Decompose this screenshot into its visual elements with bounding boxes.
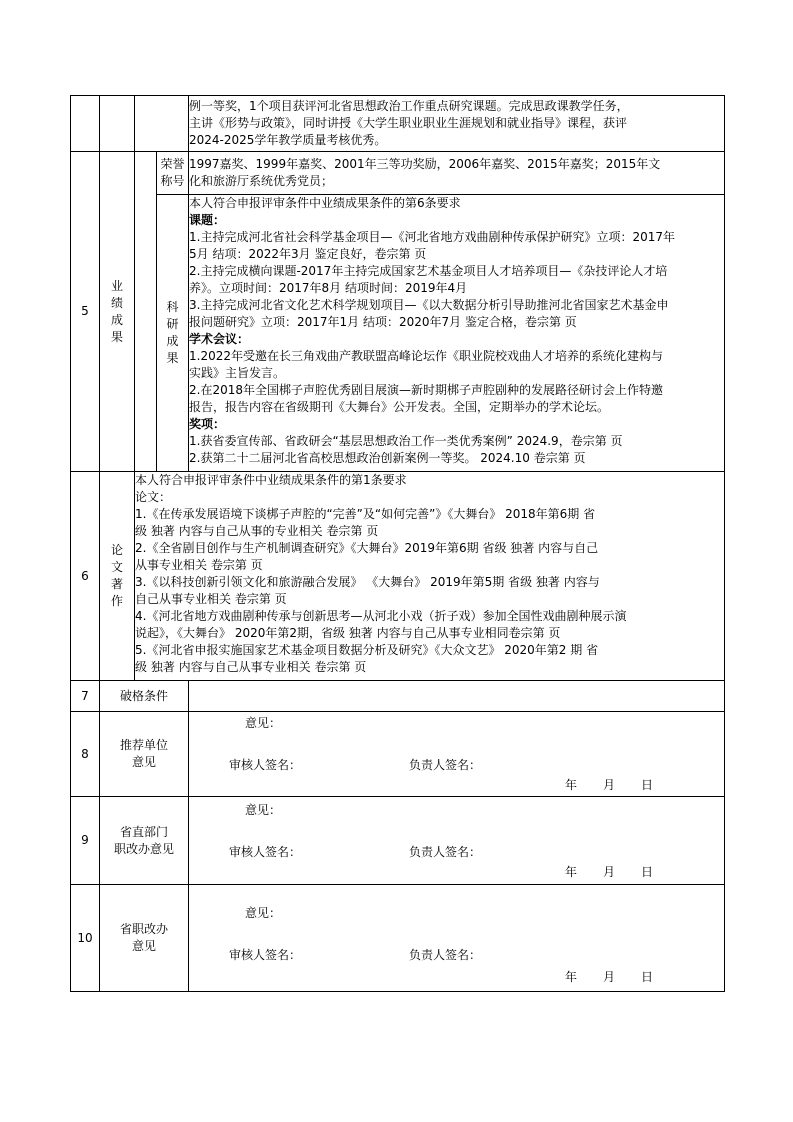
award-line: 2.获第二十二届河北省高校思想政治创新案例一等奖。 2024.10 卷宗第 页 [189, 451, 586, 465]
conference-line: 1.2022年受邀在长三角戏曲产教联盟高峰论坛作《职业院校戏曲人才培养的系统化建构与 [189, 349, 663, 363]
reviewer-signature-label: 审核人签名： [229, 758, 302, 772]
honors-line: 1997嘉奖、1999年嘉奖、2001年三等功奖励，2006年嘉奖、2015年嘉奖；2015年文 [189, 157, 661, 171]
paper-line: 1.《在传承发展语境下谈梆子声腔的“完善”及“如何完善”》《大舞台》 2018年第6期 省 [135, 507, 596, 521]
date-day: 日 [641, 865, 654, 879]
honors-label-line: 荣誉 [160, 157, 185, 171]
row-10-label [100, 885, 189, 992]
row-continuation-label [100, 96, 135, 152]
row-8-opinion-cell[interactable] [189, 712, 725, 797]
label-char: 研 [166, 317, 179, 331]
row-6-number: 6 [71, 472, 100, 681]
row-9-number: 9 [71, 797, 100, 885]
leader-signature-label: 负责人签名： [409, 758, 482, 772]
conference-line: 报告，报告内容在省级期刊《大舞台》公开发表。全国，定期举办的学术论坛。 [189, 400, 610, 414]
row-5-honors [71, 152, 725, 195]
honors-content [189, 152, 725, 195]
leader-signature-label: 负责人签名： [409, 845, 482, 859]
label-char: 绩 [110, 295, 123, 310]
honors-label [157, 152, 189, 195]
paper-line: 说起》，《大舞台》 2020年第2期，省级 独著 内容与自己从事专业相同卷宗第 页 [135, 626, 561, 640]
date-month: 月 [603, 865, 616, 879]
label-char: 作 [110, 594, 123, 608]
paper-line: 从事专业相关 卷宗第 页 [135, 558, 263, 572]
conference-line: 2.在2018年全国梆子声腔优秀剧目展演—新时期梆子声腔剧种的发展路径研讨会上作特邀 [189, 383, 663, 397]
topic-line: 1.主持完成河北省社会科学基金项目—《河北省地方戏曲剧种传承保护研究》立项：2017年 [189, 230, 675, 244]
honors-label-line: 称号 [160, 174, 185, 188]
row-10-provincial-office [71, 885, 725, 992]
row-5-spacer [135, 152, 157, 472]
row-6-label [100, 472, 135, 681]
papers-intro: 本人符合申报评审条件中业绩成果条件的第1条要求 [135, 473, 407, 487]
reviewer-signature-label: 审核人签名： [229, 845, 302, 859]
date-month: 月 [603, 970, 616, 984]
label-char: 著 [110, 577, 123, 591]
row-10-label-line: 省职改办 [119, 922, 168, 936]
paper-line: 3.《以科技创新引领文化和旅游融合发展》 《大舞台》 2019年第5期 省级 独著 内容与 [135, 575, 600, 589]
label-char: 成 [166, 334, 179, 348]
label-char: 果 [166, 351, 179, 365]
row-7-label: 破格条件 [100, 681, 189, 712]
research-content [189, 195, 725, 472]
paper-line: 级 独著 内容与自己从事的专业相关 卷宗第 页 [135, 524, 379, 538]
row-continuation-content [189, 96, 725, 152]
row-7-number: 7 [71, 681, 100, 712]
label-char: 成 [110, 312, 123, 327]
date-year: 年 [565, 970, 578, 984]
row-8-label-line: 意见 [131, 755, 156, 769]
row-5-number: 5 [71, 152, 100, 472]
row-9-opinion-cell[interactable] [189, 797, 725, 885]
row-8-recommendation [71, 712, 725, 797]
papers-title: 论文： [135, 490, 172, 504]
topic-line: 5月 结项：2022年3月 鉴定良好，卷宗第 页 [189, 247, 427, 261]
awards-title: 奖项： [189, 417, 226, 431]
topic-line: 2.主持完成横向课题-2017年主持完成国家艺术基金项目人才培养项目—《杂技评论人才培 [189, 264, 668, 278]
row-6-papers [71, 472, 725, 681]
date-day: 日 [641, 778, 654, 792]
paper-line: 自己从事专业相关 卷宗第 页 [135, 592, 287, 606]
award-line: 1.获省委宣传部、省政研会“基层思想政治工作一类优秀案例” 2024.9，卷宗第 页 [189, 434, 623, 448]
label-char: 论 [110, 543, 123, 557]
row-5-label [100, 152, 135, 472]
leader-signature-label: 负责人签名： [409, 948, 482, 962]
row-continuation-num [71, 96, 100, 152]
date-month: 月 [603, 778, 616, 792]
continuation-line: 2024-2025学年教学质量考核优秀。 [189, 133, 387, 147]
row-10-label-line: 意见 [131, 939, 156, 953]
honors-line: 化和旅游厅系统优秀党员； [189, 174, 334, 188]
row-7-exception [71, 681, 725, 712]
row-8-number: 8 [71, 712, 100, 797]
row-8-label [100, 712, 189, 797]
conference-line: 实践》主旨发言。 [189, 366, 286, 380]
label-char: 科 [166, 300, 179, 314]
row-8-label-line: 推荐单位 [119, 738, 168, 752]
label-char: 文 [110, 560, 123, 574]
date-field [565, 864, 679, 881]
paper-line: 5.《河北省申报实施国家艺术基金项目数据分析及研究》《大众文艺》 2020年第2 期 省 [135, 643, 599, 657]
research-label [157, 195, 189, 472]
date-field [565, 969, 679, 986]
date-year: 年 [565, 778, 578, 792]
date-day: 日 [641, 970, 654, 984]
row-continuation-sublabel [135, 96, 189, 152]
label-char: 果 [110, 329, 123, 344]
opinion-label: 意见： [245, 716, 282, 730]
row-9-label [100, 797, 189, 885]
reviewer-signature-label: 审核人签名： [229, 948, 302, 962]
papers-content [135, 472, 725, 681]
row-10-opinion-cell[interactable] [189, 885, 725, 992]
topic-line: 3.主持完成河北省文化艺术科学规划项目—《以大数据分析引导助推河北省国家艺术基金申 [189, 298, 669, 312]
topic-line: 报问题研究》立项：2017年1月 结项：2020年7月 鉴定合格，卷宗第 页 [189, 315, 577, 329]
row-continuation [71, 96, 725, 152]
row-5-research [71, 195, 725, 472]
paper-line: 4.《河北省地方戏曲剧种传承与创新思考—从河北小戏（折子戏）参加全国性戏曲剧种展示演 [135, 609, 627, 623]
topics-title: 课题： [189, 213, 226, 227]
paper-line: 2.《全省剧目创作与生产机制调查研究》《大舞台》2019年第6期 省级 独著 内容与自己 [135, 541, 599, 555]
row-7-value[interactable] [189, 681, 725, 712]
row-9-provincial-department [71, 797, 725, 885]
topic-line: 养》。立项时间：2017年8月 结项时间：2019年4月 [189, 281, 468, 295]
application-form-table [70, 95, 725, 992]
opinion-label: 意见： [245, 906, 282, 920]
paper-line: 级 独著 内容与自己从事专业相关 卷宗第 页 [135, 660, 367, 674]
continuation-line: 例一等奖，1个项目获评河北省思想政治工作重点研究课题。完成思政课教学任务， [189, 99, 629, 113]
row-9-label-line: 省直部门 [119, 824, 168, 839]
row-10-number: 10 [71, 885, 100, 992]
row-9-label-line: 职改办意见 [113, 841, 174, 856]
date-year: 年 [565, 865, 578, 879]
opinion-label: 意见： [245, 803, 282, 817]
date-field [565, 777, 679, 794]
conference-title: 学术会议： [189, 332, 250, 346]
label-char: 业 [110, 278, 123, 293]
research-intro: 本人符合申报评审条件中业绩成果条件的第6条要求 [189, 196, 461, 210]
continuation-line: 主讲《形势与政策》，同时讲授《大学生职业职业生涯规划和就业指导》课程，获评 [189, 116, 628, 130]
